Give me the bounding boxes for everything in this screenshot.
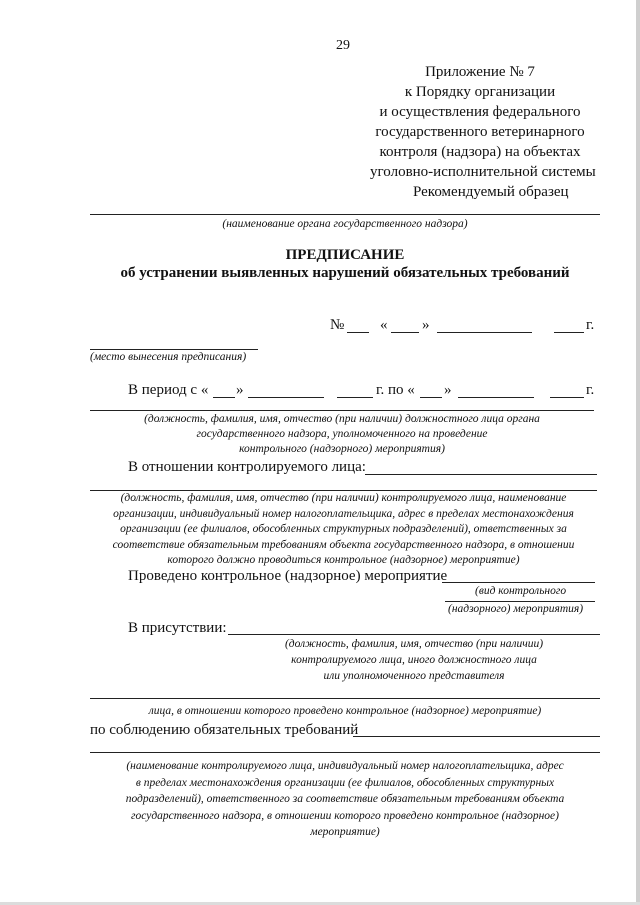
open-quote: «	[380, 317, 388, 333]
appendix-line: и осуществления федерального	[379, 104, 581, 120]
presence-field[interactable]	[228, 634, 600, 635]
official-caption	[90, 412, 594, 457]
compliance-label: по соблюдению обязательных требований	[90, 722, 359, 738]
authority-line	[90, 214, 600, 215]
period-to-label: г. по «	[376, 382, 415, 398]
official-caption-line: контрольного (надзорного) мероприятия)	[239, 443, 445, 455]
controlled-caption-line: организации (ее филиалов, обособленных структурных подразделений), ответственных за	[120, 523, 567, 535]
controlled-person-caption	[90, 491, 597, 569]
period-from-label: В период с «	[128, 382, 209, 398]
page-number: 29	[336, 38, 350, 53]
controlled-person-field[interactable]	[365, 474, 597, 475]
appendix-line: государственного ветеринарного	[375, 124, 585, 140]
period-year-suffix: г.	[586, 382, 595, 398]
year-field[interactable]	[554, 332, 584, 333]
measure-label: Проведено контрольное (надзорное) мероприятие	[128, 568, 448, 584]
number-sign: №	[330, 317, 345, 333]
compliance-caption-line: (наименование контролируемого лица, индивидуальный номер налогоплательщика, адрес	[126, 760, 564, 772]
official-caption-line: государственного надзора, уполномоченного на проведение	[196, 428, 488, 440]
compliance-caption	[90, 758, 600, 841]
period-to-year[interactable]	[550, 397, 584, 398]
appendix-line: к Порядку организации	[404, 84, 556, 100]
compliance-field[interactable]	[353, 736, 600, 737]
sample-label: Рекомендуемый образец	[413, 184, 569, 200]
period-quote-1: »	[236, 382, 244, 398]
presence-caption-line: контролируемого лица, иного должностного лица	[291, 654, 537, 666]
appendix-line: Приложение № 7	[425, 64, 535, 80]
scan-edge-right	[636, 0, 640, 905]
controlled-caption-line: организации, индивидуальный номер налогоплательщика, адрес в пределах местонахождения	[113, 507, 574, 520]
person-measure-line[interactable]	[90, 698, 600, 699]
day-field[interactable]	[391, 332, 419, 333]
measure-caption-1: (вид контрольного	[475, 585, 567, 597]
measure-caption-2: (надзорного) мероприятия)	[448, 603, 584, 615]
month-field[interactable]	[437, 332, 532, 333]
authority-caption: (наименование органа государственного надзора)	[222, 218, 468, 230]
period-to-month[interactable]	[458, 397, 534, 398]
controlled-caption-line: соответствие обязательным требованиям объекта государственного надзора, в отношении	[112, 538, 575, 551]
compliance-caption-line: государственного надзора, в отношении которого проведено контрольное (надзорное)	[130, 809, 559, 822]
official-caption-line: (должность, фамилия, имя, отчество (при наличии) должностного лица органа	[144, 413, 540, 425]
period-quote-2: »	[444, 382, 452, 398]
official-line[interactable]	[90, 410, 594, 411]
person-measure-caption: лица, в отношении которого проведено контрольное (надзорное) мероприятие)	[148, 705, 542, 717]
appendix-block	[370, 62, 596, 182]
controlled-caption-line: которого должно проводиться контрольное (надзорное) мероприятие)	[167, 554, 520, 566]
close-quote: »	[422, 317, 430, 333]
place-line[interactable]	[90, 349, 258, 350]
document-subtitle: об устранении выявленных нарушений обязательных требований	[120, 265, 570, 281]
place-caption: (место вынесения предписания)	[90, 351, 247, 363]
period-from-month[interactable]	[248, 397, 324, 398]
presence-caption-line: или уполномоченного представителя	[323, 670, 505, 682]
appendix-line: контроля (надзора) на объектах	[379, 144, 581, 160]
presence-caption-line: (должность, фамилия, имя, отчество (при наличии)	[284, 638, 544, 650]
measure-field[interactable]	[442, 582, 595, 583]
period-to-day[interactable]	[420, 397, 442, 398]
period-from-year[interactable]	[337, 397, 373, 398]
presence-caption	[228, 636, 600, 684]
presence-label: В присутствии:	[128, 620, 227, 636]
year-suffix: г.	[586, 317, 595, 333]
compliance-caption-line: в пределах местонахождения организации (ее филиалов, обособленных структурных	[135, 776, 555, 789]
controlled-person-label: В отношении контролируемого лица:	[128, 459, 366, 475]
document-title: ПРЕДПИСАНИЕ	[285, 247, 405, 263]
compliance-line-2[interactable]	[90, 752, 600, 753]
compliance-caption-line: мероприятие)	[310, 826, 380, 838]
measure-line-2[interactable]	[445, 601, 595, 602]
controlled-caption-line: (должность, фамилия, имя, отчество (при наличии) контролируемого лица, наименование	[120, 492, 567, 504]
period-from-day[interactable]	[213, 397, 235, 398]
number-field[interactable]	[347, 332, 369, 333]
appendix-line: уголовно-исполнительной системы	[370, 164, 596, 180]
compliance-caption-line: подразделений), ответственного за соответствие обязательным требованиям объекта	[125, 793, 565, 805]
